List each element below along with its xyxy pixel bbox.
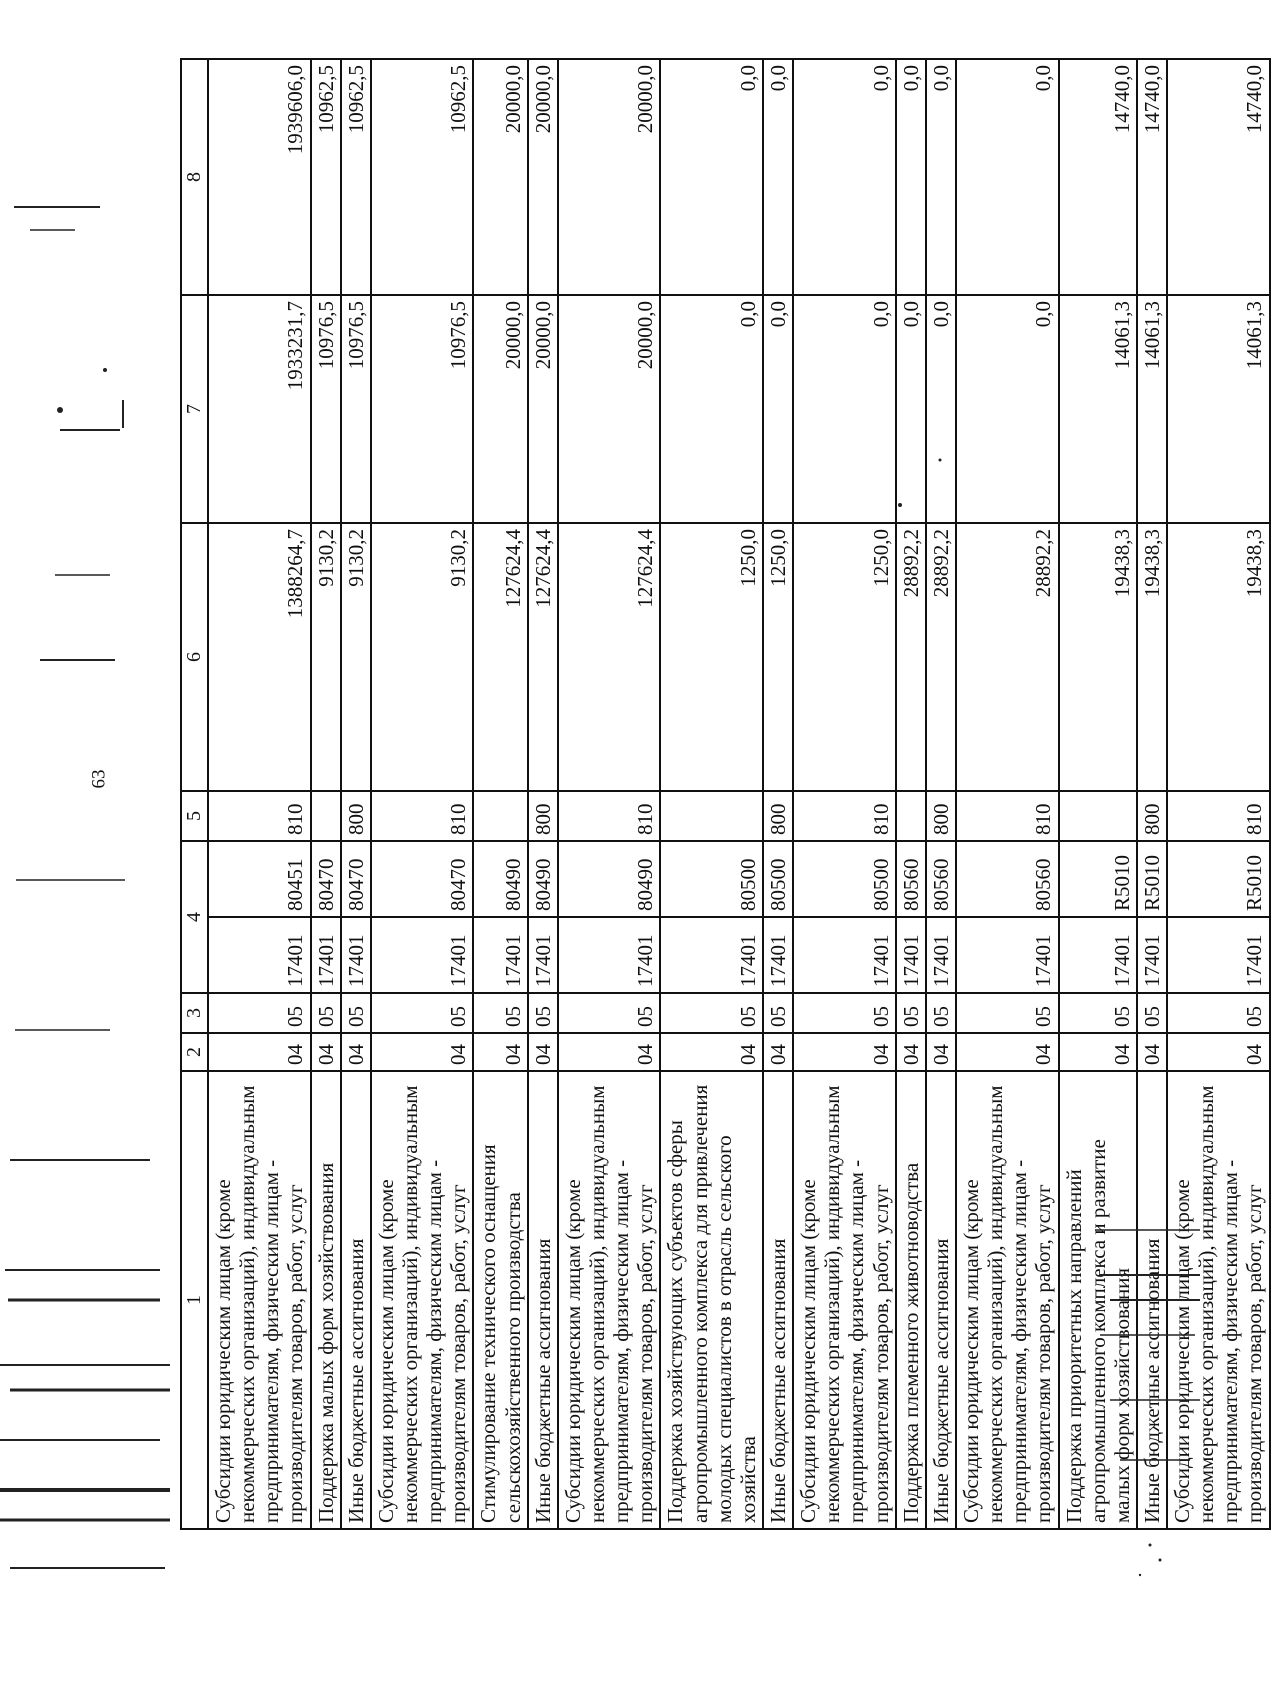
- subsection-code-cell: 05: [558, 993, 661, 1033]
- section-code-cell: 04: [528, 1033, 558, 1071]
- subsection-code-cell: 05: [763, 993, 793, 1033]
- target-article-cell: 17401: [763, 917, 793, 993]
- target-article-cell: 17401: [1059, 917, 1137, 993]
- target-article-cell: 17401: [926, 917, 956, 993]
- target-article-cell: 17401: [1137, 917, 1167, 993]
- subsection-code-cell: 05: [1167, 993, 1270, 1033]
- row-name-cell: Стимулирование технического оснащения сельскохозяйственного производства: [473, 1071, 527, 1529]
- row-name-cell: Субсидии юридическим лицам (кроме некоммерческих организаций), индивидуальным предпринимателям, физическим лицам - производителям товаров, работ, услуг: [371, 1071, 474, 1529]
- amount-col6-cell: 19438,3: [1167, 523, 1270, 791]
- table-row: [956, 59, 1059, 1529]
- target-article-cell: 17401: [341, 917, 371, 993]
- target-article-code-cell: R5010: [1167, 841, 1270, 917]
- subsection-code-cell: 05: [1137, 993, 1167, 1033]
- section-code-cell: 04: [793, 1033, 896, 1071]
- target-article-code-cell: 80470: [311, 841, 341, 917]
- expense-type-cell: 800: [763, 791, 793, 841]
- amount-col7-cell: 14061,3: [1059, 295, 1137, 523]
- header-row: [181, 59, 208, 1529]
- amount-col8-cell: 0,0: [956, 59, 1059, 295]
- section-code-cell: 04: [896, 1033, 926, 1071]
- amount-col8-cell: 10962,5: [311, 59, 341, 295]
- table-row: [528, 59, 558, 1529]
- section-code-cell: 04: [763, 1033, 793, 1071]
- section-code-cell: 04: [558, 1033, 661, 1071]
- column-header: 8: [181, 59, 208, 295]
- target-article-code-cell: 80500: [660, 841, 763, 917]
- subsection-code-cell: 05: [528, 993, 558, 1033]
- amount-col8-cell: 14740,0: [1059, 59, 1137, 295]
- row-name-cell: Иные бюджетные ассигнования: [926, 1071, 956, 1529]
- amount-col7-cell: 1933231,7: [208, 295, 311, 523]
- target-article-code-cell: 80451: [208, 841, 311, 917]
- section-code-cell: 04: [926, 1033, 956, 1071]
- table-body: [208, 59, 1270, 1529]
- row-name-cell: Субсидии юридическим лицам (кроме некоммерческих организаций), индивидуальным предпринимателям, физическим лицам - производителям товаров, работ, услуг: [558, 1071, 661, 1529]
- amount-col7-cell: 20000,0: [528, 295, 558, 523]
- amount-col6-cell: 1250,0: [793, 523, 896, 791]
- amount-col6-cell: 127624,4: [558, 523, 661, 791]
- amount-col7-cell: 10976,5: [341, 295, 371, 523]
- table-row: [763, 59, 793, 1529]
- target-article-cell: 17401: [528, 917, 558, 993]
- amount-col8-cell: 14740,0: [1137, 59, 1167, 295]
- amount-col8-cell: 0,0: [763, 59, 793, 295]
- amount-col8-cell: 14740,0: [1167, 59, 1270, 295]
- row-name-cell: Поддержка малых форм хозяйствования: [311, 1071, 341, 1529]
- amount-col6-cell: 28892,2: [956, 523, 1059, 791]
- target-article-code-cell: 80560: [926, 841, 956, 917]
- subsection-code-cell: 05: [311, 993, 341, 1033]
- table-row: [311, 59, 341, 1529]
- table-row: [1137, 59, 1167, 1529]
- section-code-cell: 04: [341, 1033, 371, 1071]
- target-article-cell: 17401: [371, 917, 474, 993]
- target-article-code-cell: R5010: [1137, 841, 1167, 917]
- amount-col8-cell: 20000,0: [473, 59, 527, 295]
- subsection-code-cell: 05: [208, 993, 311, 1033]
- target-article-code-cell: 80490: [558, 841, 661, 917]
- target-article-cell: 17401: [311, 917, 341, 993]
- table-row: [1167, 59, 1270, 1529]
- subsection-code-cell: 05: [1059, 993, 1137, 1033]
- amount-col8-cell: 10962,5: [341, 59, 371, 295]
- amount-col7-cell: 14061,3: [1167, 295, 1270, 523]
- row-name-cell: Субсидии юридическим лицам (кроме некоммерческих организаций), индивидуальным предпринимателям, физическим лицам - производителям товаров, работ, услуг: [1167, 1071, 1270, 1529]
- column-header: 4: [181, 841, 208, 993]
- amount-col6-cell: 127624,4: [473, 523, 527, 791]
- expense-type-cell: 810: [371, 791, 474, 841]
- target-article-cell: 17401: [660, 917, 763, 993]
- table-row: [660, 59, 763, 1529]
- expense-type-cell: 810: [558, 791, 661, 841]
- row-name-cell: Поддержка приоритетных направлений агропромышленного комплекса и развитие малых форм хозяйствования: [1059, 1071, 1137, 1529]
- row-name-cell: Иные бюджетные ассигнования: [763, 1071, 793, 1529]
- amount-col7-cell: 20000,0: [558, 295, 661, 523]
- expense-type-cell: 800: [528, 791, 558, 841]
- target-article-cell: 17401: [1167, 917, 1270, 993]
- expense-type-cell: 810: [208, 791, 311, 841]
- expense-type-cell: [896, 791, 926, 841]
- amount-col8-cell: 0,0: [896, 59, 926, 295]
- amount-col6-cell: 28892,2: [896, 523, 926, 791]
- section-code-cell: 04: [1167, 1033, 1270, 1071]
- column-header: 1: [181, 1071, 208, 1529]
- section-code-cell: 04: [660, 1033, 763, 1071]
- expense-type-cell: [473, 791, 527, 841]
- page-number: 63: [88, 769, 110, 789]
- amount-col6-cell: 9130,2: [371, 523, 474, 791]
- amount-col7-cell: 0,0: [956, 295, 1059, 523]
- amount-col8-cell: 0,0: [660, 59, 763, 295]
- expense-type-cell: [660, 791, 763, 841]
- amount-col7-cell: 0,0: [793, 295, 896, 523]
- table-row: [558, 59, 661, 1529]
- table-row: [926, 59, 956, 1529]
- amount-col7-cell: 20000,0: [473, 295, 527, 523]
- section-code-cell: 04: [956, 1033, 1059, 1071]
- section-code-cell: 04: [311, 1033, 341, 1071]
- expense-type-cell: 800: [341, 791, 371, 841]
- expense-type-cell: [1059, 791, 1137, 841]
- amount-col6-cell: 19438,3: [1137, 523, 1167, 791]
- subsection-code-cell: 05: [793, 993, 896, 1033]
- row-name-cell: Субсидии юридическим лицам (кроме некоммерческих организаций), индивидуальным предпринимателям, физическим лицам - производителям товаров, работ, услуг: [793, 1071, 896, 1529]
- section-code-cell: 04: [1059, 1033, 1137, 1071]
- subsection-code-cell: 05: [896, 993, 926, 1033]
- target-article-code-cell: 80500: [793, 841, 896, 917]
- table-row: [473, 59, 527, 1529]
- row-name-cell: Субсидии юридическим лицам (кроме некоммерческих организаций), индивидуальным предпринимателям, физическим лицам - производителям товаров, работ, услуг: [208, 1071, 311, 1529]
- section-code-cell: 04: [208, 1033, 311, 1071]
- amount-col6-cell: 1250,0: [763, 523, 793, 791]
- row-name-cell: Субсидии юридическим лицам (кроме некоммерческих организаций), индивидуальным предпринимателям, физическим лицам - производителям товаров, работ, услуг: [956, 1071, 1059, 1529]
- column-header: 6: [181, 523, 208, 791]
- amount-col8-cell: 0,0: [793, 59, 896, 295]
- target-article-cell: 17401: [558, 917, 661, 993]
- target-article-cell: 17401: [208, 917, 311, 993]
- target-article-code-cell: 80560: [896, 841, 926, 917]
- amount-col8-cell: 10962,5: [371, 59, 474, 295]
- amount-col7-cell: 10976,5: [311, 295, 341, 523]
- amount-col7-cell: 0,0: [926, 295, 956, 523]
- row-name-cell: Поддержка хозяйствующих субъектов сферы агропромышленного комплекса для привлечения молодых специалистов в отрасль сельского хозяйства: [660, 1071, 763, 1529]
- table-row: [208, 59, 311, 1529]
- rotated-table-wrapper: [180, 60, 1267, 1530]
- section-code-cell: 04: [371, 1033, 474, 1071]
- expense-type-cell: 800: [1137, 791, 1167, 841]
- target-article-code-cell: 80560: [956, 841, 1059, 917]
- subsection-code-cell: 05: [371, 993, 474, 1033]
- expense-type-cell: 800: [926, 791, 956, 841]
- column-header: 7: [181, 295, 208, 523]
- amount-col6-cell: 9130,2: [341, 523, 371, 791]
- table-row: [341, 59, 371, 1529]
- amount-col7-cell: 10976,5: [371, 295, 474, 523]
- expense-type-cell: [311, 791, 341, 841]
- target-article-code-cell: R5010: [1059, 841, 1137, 917]
- target-article-code-cell: 80490: [528, 841, 558, 917]
- column-header: 3: [181, 993, 208, 1033]
- amount-col6-cell: 28892,2: [926, 523, 956, 791]
- expense-type-cell: 810: [1167, 791, 1270, 841]
- column-header: 5: [181, 791, 208, 841]
- target-article-cell: 17401: [956, 917, 1059, 993]
- target-article-cell: 17401: [473, 917, 527, 993]
- column-header: 2: [181, 1033, 208, 1071]
- expense-type-cell: 810: [793, 791, 896, 841]
- amount-col8-cell: 0,0: [926, 59, 956, 295]
- subsection-code-cell: 05: [660, 993, 763, 1033]
- row-name-cell: Иные бюджетные ассигнования: [1137, 1071, 1167, 1529]
- expense-type-cell: 810: [956, 791, 1059, 841]
- amount-col8-cell: 20000,0: [528, 59, 558, 295]
- table-row: [896, 59, 926, 1529]
- subsection-code-cell: 05: [926, 993, 956, 1033]
- table-row: [371, 59, 474, 1529]
- amount-col6-cell: 127624,4: [528, 523, 558, 791]
- amount-col7-cell: 14061,3: [1137, 295, 1167, 523]
- row-name-cell: Поддержка племенного животноводства: [896, 1071, 926, 1529]
- section-code-cell: 04: [1137, 1033, 1167, 1071]
- subsection-code-cell: 05: [956, 993, 1059, 1033]
- amount-col6-cell: 1388264,7: [208, 523, 311, 791]
- table-row: [1059, 59, 1137, 1529]
- row-name-cell: Иные бюджетные ассигнования: [341, 1071, 371, 1529]
- target-article-code-cell: 80470: [341, 841, 371, 917]
- section-code-cell: 04: [473, 1033, 527, 1071]
- row-name-cell: Иные бюджетные ассигнования: [528, 1071, 558, 1529]
- target-article-code-cell: 80490: [473, 841, 527, 917]
- amount-col6-cell: 9130,2: [311, 523, 341, 791]
- amount-col7-cell: 0,0: [660, 295, 763, 523]
- subsection-code-cell: 05: [473, 993, 527, 1033]
- subsection-code-cell: 05: [341, 993, 371, 1033]
- target-article-code-cell: 80500: [763, 841, 793, 917]
- amount-col7-cell: 0,0: [896, 295, 926, 523]
- amount-col6-cell: 1250,0: [660, 523, 763, 791]
- amount-col6-cell: 19438,3: [1059, 523, 1137, 791]
- table-row: [793, 59, 896, 1529]
- target-article-code-cell: 80470: [371, 841, 474, 917]
- target-article-cell: 17401: [793, 917, 896, 993]
- target-article-cell: 17401: [896, 917, 926, 993]
- budget-table: [180, 58, 1271, 1530]
- amount-col8-cell: 1939606,0: [208, 59, 311, 295]
- amount-col7-cell: 0,0: [763, 295, 793, 523]
- amount-col8-cell: 20000,0: [558, 59, 661, 295]
